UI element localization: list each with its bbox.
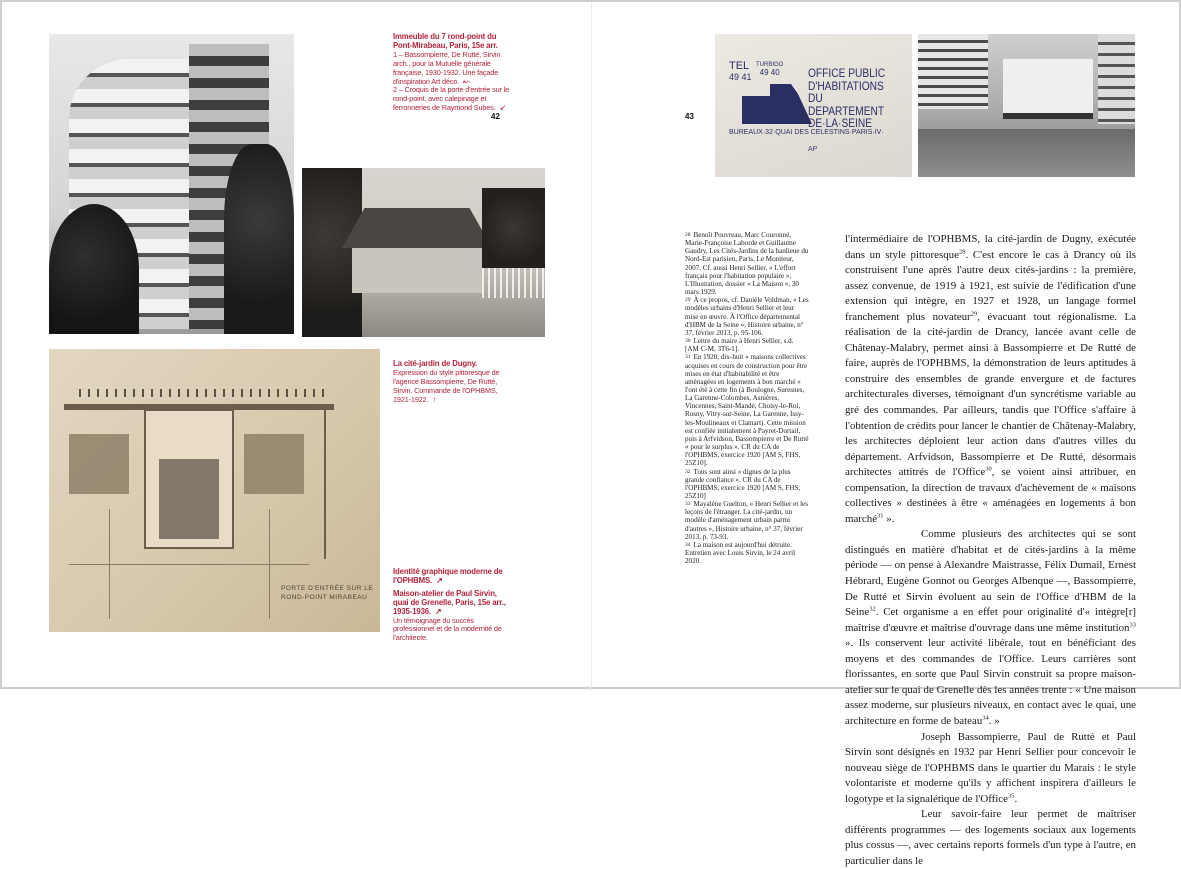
logo-tel-number: 49 41 [729, 72, 752, 82]
body-text-run: ». Ils conservent leur activité libérale, tout en bénéficiant des moyens et des commandes de l'Office. Leurs carrières sont florissantes, en sorte que Paul Sirvin construit sa propre maison-atelier sur le quai de Grenelle dès les années trente : « Une maison assez moderne, sur plusieurs niveaux, en contact avec le quai, une architecture en forme de bateau [845, 637, 1136, 727]
arrow-up-right-icon: ↗ [436, 575, 443, 585]
photo-cite-jardin-dugny [302, 168, 545, 337]
body-text-run: , évacuant tout régionalisme. La réalisation de la cité-jardin de Drancy, lancée avant celle de Châtenay-Malabry, permet ainsi à Bassompierre et De Rutté de faire, auprès de l'OPHBMS, la démonstration de leurs aptitudes à construire des ensembles de grande envergure et de factures architecturales diverses, témoignant d'un syncrétisme variable au gré des commandes. Par ailleurs, tandis que l'Office s'affaire à l'obtention de crédits pour lancer le chantier de Châtenay-Malabry, les architectes déploient leur action dans d'autres villes du département. Arfvidson, Bassompierre et De Rutté, désormais architectes attitrés de l'Office [845, 310, 1137, 479]
footnote-text: Tous sont ainsi « dignes de la plus grande confiance ». CR du CA de l'OPHBMS, exercice 1920 [AM S, FHS, 25Z10] [685, 467, 801, 500]
logo-line-3: DU DEPARTEMENT [808, 91, 885, 118]
footnote-number: 33 [685, 501, 691, 508]
footnote-number: 30 [685, 338, 691, 345]
footnote [685, 231, 809, 296]
photo-building-pont-mirabeau [49, 34, 294, 334]
footnote-reference[interactable]: 28 [958, 247, 966, 255]
footnote-number: 32 [685, 468, 691, 475]
caption-title-2-text: Maison-atelier de Paul Sirvin, quai de Grenelle, Paris, 15e arr., 1935-1936. [393, 588, 506, 616]
body-text-run: . [1014, 792, 1018, 805]
footnote-number: 34 [685, 541, 691, 548]
footnote-reference[interactable]: 32 [869, 605, 876, 613]
footnote-text: En 1920, dix-huit « maisons collectives acquises en cours de construction pour être mises en état d'habitabilité et être aménagées en logements à bon marché » l'ont été à cette fin (à Boulogne, Suresnes, La Garenne-Colombes, Asnières, Vincennes, Saint-Mandé, Choisy-le-Roi, Rosny, Vitry-sur-Seine, La Garenne, Issy-les-Moulineaux et Clamart). Cette mission est confiée initialement à Payret-Dortail, puis à Arfvidson, Bassompierre et De Rutté « pour le surplus ». CR du CA de l'OPHBMS, exercice 1920 [AM S, FHS, 25Z10]. [685, 353, 809, 468]
caption-title: Immeuble du 7 rond-point du Pont-Mirabeau, Paris, 15e arr. [393, 32, 498, 50]
drawing-entrance-door [49, 349, 380, 632]
caption-title [393, 568, 511, 586]
footnote-reference[interactable]: 33 [1129, 621, 1136, 629]
body-paragraph [845, 527, 1136, 729]
caption-title-2 [393, 590, 511, 617]
logo-line-4: DE·LA·SEINE [808, 116, 873, 130]
caption-text: Expression du style pittoresque de l'agence Bassompierre, De Rutté, Sirvin. Commande de l'OPHBMS, 1921-1922. [393, 367, 500, 404]
footnote-reference[interactable]: 35 [1007, 792, 1015, 800]
footnote [685, 353, 809, 467]
footnote-text: Lettre du maire à Henri Sellier, s.d. [AM C-M, 3T6-1]. [685, 337, 794, 354]
body-text-run: . Cet organisme a en effet pour originalité d'« intègre[r] maîtrise d'œuvre et maîtrise d'ouvrage dans une même institution [845, 606, 1136, 634]
caption-title-text: Identité graphique moderne de l'OPHBMS. [393, 567, 503, 585]
footnote [685, 296, 809, 337]
footnote [685, 468, 809, 501]
body-text-run: l'intermédiaire de l'OPHBMS, la cité-jardin de Dugny, exécutée dans un style pittoresque [845, 233, 1136, 261]
page-number-left: 42 [491, 112, 500, 121]
arrow-up-right-icon: ↗ [434, 606, 442, 616]
footnote [685, 541, 809, 565]
body-text-run: . C'est encore le cas à Drancy où ils construisent l'une après l'autre deux cités-jardins : la première, assez convenue, de 1919 à 1921, est suivie de l'édification d'une extension qui intègre, en 1927 et 1928, un langage formel franchement plus novateur [845, 248, 1136, 323]
footnote-reference[interactable]: 34 [982, 714, 989, 722]
logo-line-1: OFFICE PUBLIC [808, 66, 886, 80]
logo-turbigo-number: 49 40 [759, 68, 780, 77]
spine-divider [591, 2, 592, 691]
footnote-text: Benoît Pouvreau, Marc Couronné, Marie-Françoise Laborde et Guillaume Gaudry, Les Cités-Jardins de la banlieue du Nord-Est parisien, Paris, Le Moniteur, 2007. Cf. aussi Henri Sellier, « L'effort français pour l'habitation populaire », L'Illustration, dossier « La Maison », 30 mars 1929. [685, 231, 809, 297]
photo-maison-atelier-sirvin [918, 34, 1135, 177]
footnotes [685, 231, 809, 565]
footnote-text: À ce propos, cf. Danièle Voldman, « Les modèles urbains d'Henri Sellier et leur mise en œuvre. À l'Office départemental d'HBM de la Seine », Histoire urbaine, n° 37, février 2013, p. 95-106. [685, 296, 809, 337]
footnote-number: 29 [685, 297, 691, 304]
body-text-run: Leur savoir-faire leur permet de maîtriser différents programmes — des logements sociaux aux logements plus cossus —, avec certains reports formels d'un type à l'autre, en particulier dans le [845, 808, 1136, 867]
page-number-right: 43 [685, 112, 694, 121]
footnote-reference[interactable]: 29 [970, 310, 978, 318]
ophbms-logo-letterhead [715, 34, 912, 177]
arrow-up-icon: ↑ [432, 394, 437, 404]
logo-tel: TEL [729, 60, 750, 72]
caption-title: La cité-jardin de Dugny. [393, 359, 478, 368]
body-text-run: , se voient ainsi attribuer, en compensation, la direction de travaux d'achèvement de « maisons collectives » destinées à être « aménagées en logements à bon marché [845, 466, 1136, 525]
logo-line-2: D'HABITATIONS [808, 78, 884, 93]
caption-text: Un témoignage du succès professionnel et de la modernité de l'architecte. [393, 615, 502, 643]
caption-item-1: 1 – Bassompierre, De Rutté, Sirvin arch., pour la Mutuelle générale française, 1930-1932. Une façade d'inspiration Art déco. [393, 49, 501, 86]
footnote [685, 337, 809, 353]
footnote-text: La maison est aujourd'hui détruite. Entretien avec Louis Sirvin, le 24 avril 2020. [685, 540, 796, 566]
caption-item-2: 2 – Croquis de la porte d'entrée sur le rond-point, avec calepinage et ferronneries de Raymond Subes. [393, 85, 510, 113]
footnote-reference[interactable]: 30 [985, 465, 992, 473]
logo-address: BUREAUX·32·QUAI DES CELESTINS·PARIS·IV· [729, 129, 884, 136]
body-text-run: Joseph Bassompierre, Paul de Rutté et Paul Sirvin sont désignés en 1932 par Henri Sellier pour concevoir le nouveau siège de l'OPHBMS dans le quartier du Marais : le style volontariste et moderne qu'ils y affichent inspirera d'ailleurs le logotype et la signalétique de l'Office [845, 730, 1136, 805]
footnote-number: 28 [685, 232, 691, 238]
body-text-run: . » [988, 714, 1000, 727]
logo-turbigo: TURBIGO [756, 62, 784, 68]
body-paragraph [845, 232, 1136, 527]
footnote-reference[interactable]: 31 [877, 512, 884, 520]
logo-initials: AP [808, 146, 818, 153]
footnote [685, 500, 809, 541]
arrow-left-icon: ↜ [463, 76, 470, 86]
body-text-run: Comme plusieurs des architectes qui se sont distingués en matière d'habitat et de cités-jardins à la même période — on pense à Alexandre Maistrasse, Félix Dumail, Ernest Hébrard, Eugène Gonnot ou Georges Albenque —, Bassompierre, De Rutté et Sirvin évoluent au sein de l'Office d'HBM de la Seine [845, 528, 1136, 619]
drawing-label: PORTE D'ENTRÉE SUR LE ROND-POINT MIRABEAU [281, 585, 374, 601]
body-paragraph [845, 730, 1136, 808]
caption-dugny [393, 360, 511, 405]
footnote-text: Mayalène Guelton, « Henri Sellier et les leçons de l'étranger. La cité-jardin, un modèle d'aménagement urbain parmi d'autres », Histoire urbaine, n° 37, février 2013, p. 73-93. [685, 500, 808, 541]
arrow-down-left-icon: ↙ [499, 103, 507, 113]
body-text [845, 232, 1136, 869]
caption-ophbms-sirvin [393, 568, 511, 643]
body-paragraph [845, 807, 1136, 869]
body-text-run: ». [883, 512, 895, 525]
caption-pont-mirabeau [393, 33, 511, 113]
footnote-number: 31 [685, 354, 691, 361]
